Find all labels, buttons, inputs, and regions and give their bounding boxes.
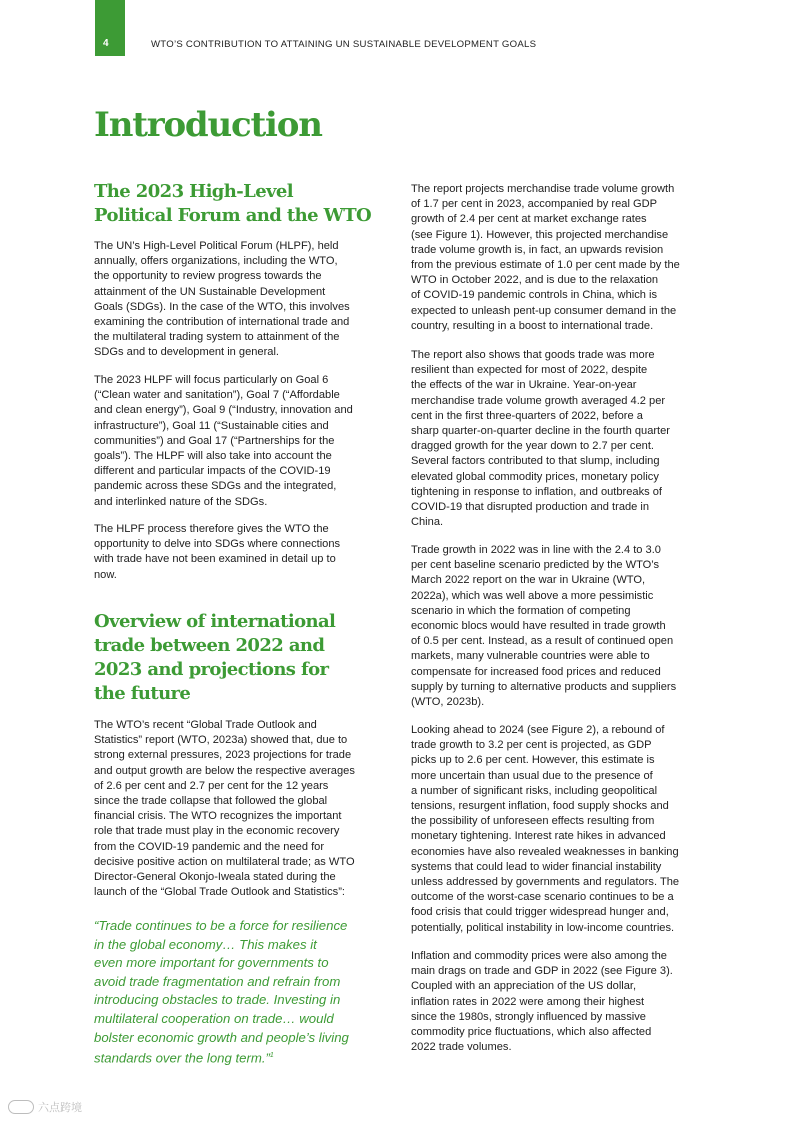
watermark <box>8 1097 82 1117</box>
text-line: systems that could lead to wider financial instability <box>411 860 662 873</box>
text-line: resilient than expected for most of 2022, despite <box>411 364 648 377</box>
text-line: and interlinked nature of the SDGs. <box>94 495 268 508</box>
text-line: The report also shows that goods trade was more <box>411 349 655 361</box>
page-title: Introduction <box>94 105 322 145</box>
text-line: trade growth to 3.2 per cent is projected, as GDP <box>411 739 652 752</box>
pull-quote <box>94 917 386 1068</box>
text-line: trade volume growth is, in fact, an upwards revision <box>411 243 664 256</box>
section-heading-overview <box>94 610 335 706</box>
quote-line: “Trade continues to be a force for resilience <box>94 918 348 933</box>
text-line: WTO in October 2022, and is due to the relaxation <box>411 274 659 287</box>
text-line: COVID-19 that disrupted production and trade in <box>411 501 650 514</box>
text-line: expected to unleash pent-up consumer demand in the <box>411 304 677 317</box>
text-line: inflation rates in 2022 were among their highest <box>411 995 645 1008</box>
text-line: 2022a), which was well above a more pessimistic <box>411 589 654 602</box>
text-line: scenario in which the formation of competing <box>411 604 631 617</box>
text-line: role that trade must play in the economic recovery <box>94 825 340 838</box>
text-line: supply by turning to alternative products and suppliers <box>411 680 677 693</box>
text-line: SDGs and to development in general. <box>94 346 280 359</box>
heading-line: the future <box>94 683 191 704</box>
watermark-logo-icon <box>8 1100 34 1114</box>
text-line: more uncertain than usual due to the presence of <box>411 769 653 782</box>
page-number-tab <box>95 0 125 56</box>
text-line: financial crisis. The WTO recognizes the important <box>94 810 342 823</box>
text-line: food crisis that could trigger widespread hunger and, <box>411 906 669 919</box>
text-line: of COVID-19 pandemic controls in China, which is <box>411 289 658 302</box>
text-line: growth of 2.4 per cent at market exchange rates <box>411 213 647 226</box>
text-line: the multilateral trading system to attainment of the <box>94 331 340 344</box>
quote-line <box>94 1047 386 1068</box>
text-line: of 1.7 per cent in 2023, accompanied by real GDP <box>411 198 658 211</box>
text-line: outcome of the worst-case scenario continues to be a <box>411 891 674 904</box>
text-line: goals”). The HLPF will also take into account the <box>94 450 332 463</box>
text-line: (see Figure 1). However, this projected merchandise <box>411 228 669 241</box>
text-line: attainment of the UN Sustainable Development <box>94 285 326 298</box>
quote-line-text: standards over the long term.” <box>94 1050 270 1066</box>
heading-line: Political Forum and the WTO <box>94 205 372 226</box>
text-line: unless addressed by governments and regulators. The <box>411 876 680 889</box>
text-line: now. <box>94 568 117 581</box>
text-line: sharp quarter-on-quarter decline in the fourth quarter <box>411 425 671 438</box>
text-line: Director-General Okonjo-Iweala stated during the <box>94 871 336 884</box>
text-line: tightening in response to inflation, and outbreaks of <box>411 485 663 498</box>
text-line: since the 1980s, strongly influenced by massive <box>411 1010 646 1023</box>
text-line: The UN’s High-Level Political Forum (HLPF), held <box>94 240 339 252</box>
heading-line: Overview of international <box>94 611 336 632</box>
text-line: commodity price fluctuations, which also affected <box>411 1026 652 1039</box>
text-line: economic blocs would have resulted in trade growth <box>411 620 666 633</box>
text-line: launch of the “Global Trade Outlook and Statistics”: <box>94 886 345 899</box>
text-line: the effects of the war in Ukraine. Year-on-year <box>411 379 637 392</box>
quote-line: bolster economic growth and people’s living <box>94 1029 349 1045</box>
text-line: (WTO, 2023b). <box>411 696 485 709</box>
text-line: compensate for increased food prices and reduced <box>411 665 661 678</box>
text-line: strong external pressures, 2023 projections for trade <box>94 749 352 762</box>
paragraph <box>94 239 386 361</box>
text-line: monetary tightening. Interest rate hikes in advanced <box>411 830 666 843</box>
text-line: and clean energy”), Goal 9 (“Industry, innovation and <box>94 404 353 417</box>
text-line: different and particular impacts of the COVID-19 <box>94 465 331 478</box>
text-line: Trade growth in 2022 was in line with the 2.4 to 3.0 <box>411 544 661 556</box>
text-line: opportunity to delve into SDGs where connections <box>94 538 341 551</box>
text-line: (“Clean water and sanitation”), Goal 7 (“Affordable <box>94 389 340 402</box>
heading-line: trade between 2022 and <box>94 635 325 656</box>
text-line: 2022 trade volumes. <box>411 1041 512 1054</box>
text-line: main drags on trade and GDP in 2022 (see Figure 3). <box>411 965 673 978</box>
text-line: The HLPF process therefore gives the WTO the <box>94 523 329 535</box>
text-line: annually, offers organizations, including the WTO, <box>94 255 338 268</box>
text-line: examining the contribution of international trade and <box>94 316 350 329</box>
paragraph <box>411 348 703 530</box>
text-line: from the COVID-19 pandemic and the need for <box>94 840 325 853</box>
heading-line: The 2023 High-Level <box>94 181 294 202</box>
text-line: The WTO’s recent “Global Trade Outlook and <box>94 719 317 731</box>
text-line: economies have also revealed weaknesses in banking <box>411 845 679 858</box>
text-line: picks up to 2.6 per cent. However, this estimate is <box>411 754 655 767</box>
text-line: Coupled with an appreciation of the US dollar, <box>411 980 637 993</box>
text-line: The 2023 HLPF will focus particularly on Goal 6 <box>94 374 329 386</box>
text-line: of 0.5 per cent. Instead, as a result of continued open <box>411 635 674 648</box>
text-line: Statistics” report (WTO, 2023a) showed that, due to <box>94 734 348 747</box>
text-line: elevated global commodity prices, monetary policy <box>411 470 659 483</box>
text-line: dragged growth for the year down to 2.7 per cent. <box>411 440 654 453</box>
text-line: the possibility of unforeseen effects resulting from <box>411 815 655 828</box>
text-line: potentially, political instability in low-income countries. <box>411 921 675 934</box>
text-line: and output growth are below the respective averages <box>94 764 355 777</box>
text-line: country, resulting in a boost to international trade. <box>411 319 654 332</box>
text-line: March 2022 report on the war in Ukraine (WTO, <box>411 574 646 587</box>
text-line: a number of significant risks, including geopolitical <box>411 784 658 797</box>
paragraph <box>411 949 703 1055</box>
text-line: the opportunity to review progress towards the <box>94 270 322 283</box>
watermark-text: 六点跨境 <box>38 1101 82 1114</box>
quote-line: introducing obstacles to trade. Investing in <box>94 992 341 1008</box>
text-line: The report projects merchandise trade volume growth <box>411 183 675 195</box>
text-line: markets, many vulnerable countries were able to <box>411 650 650 663</box>
text-line: from the previous estimate of 1.0 per cent made by the <box>411 259 680 272</box>
quote-line: in the global economy… This makes it <box>94 936 317 952</box>
text-line: China. <box>411 516 444 529</box>
quote-line: multilateral cooperation on trade… would <box>94 1010 334 1026</box>
running-header: WTO’S CONTRIBUTION TO ATTAINING UN SUSTAINABLE DEVELOPMENT GOALS <box>151 39 537 50</box>
text-line: per cent baseline scenario predicted by the WTO’s <box>411 559 660 572</box>
quote-line: avoid trade fragmentation and refrain from <box>94 973 341 989</box>
page-number: 4 <box>103 38 109 49</box>
footnote-marker: 1 <box>269 1052 274 1060</box>
text-line: merchandise trade volume growth averaged 4.2 per <box>411 394 666 407</box>
text-line: communities”) and Goal 17 (“Partnerships for the <box>94 434 335 447</box>
text-line: of 2.6 per cent and 2.7 per cent for the 12 years <box>94 779 329 792</box>
paragraph <box>94 718 386 900</box>
text-line: with trade have not been examined in detail up to <box>94 553 336 566</box>
paragraph <box>411 182 703 334</box>
paragraph <box>411 723 703 936</box>
paragraph <box>94 373 386 510</box>
section-heading-hlpf <box>94 180 371 228</box>
heading-line: 2023 and projections for <box>94 659 329 680</box>
text-line: infrastructure”), Goal 11 (“Sustainable cities and <box>94 419 329 432</box>
text-line: Looking ahead to 2024 (see Figure 2), a rebound of <box>411 724 665 736</box>
paragraph <box>94 522 386 583</box>
text-line: Several factors contributed to that slump, including <box>411 455 660 468</box>
paragraph <box>411 543 703 710</box>
text-line: tensions, resurgent inflation, food supply shocks and <box>411 800 669 813</box>
text-line: cent in the first three-quarters of 2022, before a <box>411 409 643 422</box>
text-line: Goals (SDGs). In the case of the WTO, this involves <box>94 300 350 313</box>
text-line: pandemic across these SDGs and the integrated, <box>94 480 337 493</box>
text-line: Inflation and commodity prices were also among the <box>411 950 667 962</box>
text-line: decisive positive action on multilateral trade; as WTO <box>94 855 355 868</box>
quote-line: even more important for governments to <box>94 955 329 971</box>
text-line: since the trade collapse that followed the global <box>94 795 328 808</box>
